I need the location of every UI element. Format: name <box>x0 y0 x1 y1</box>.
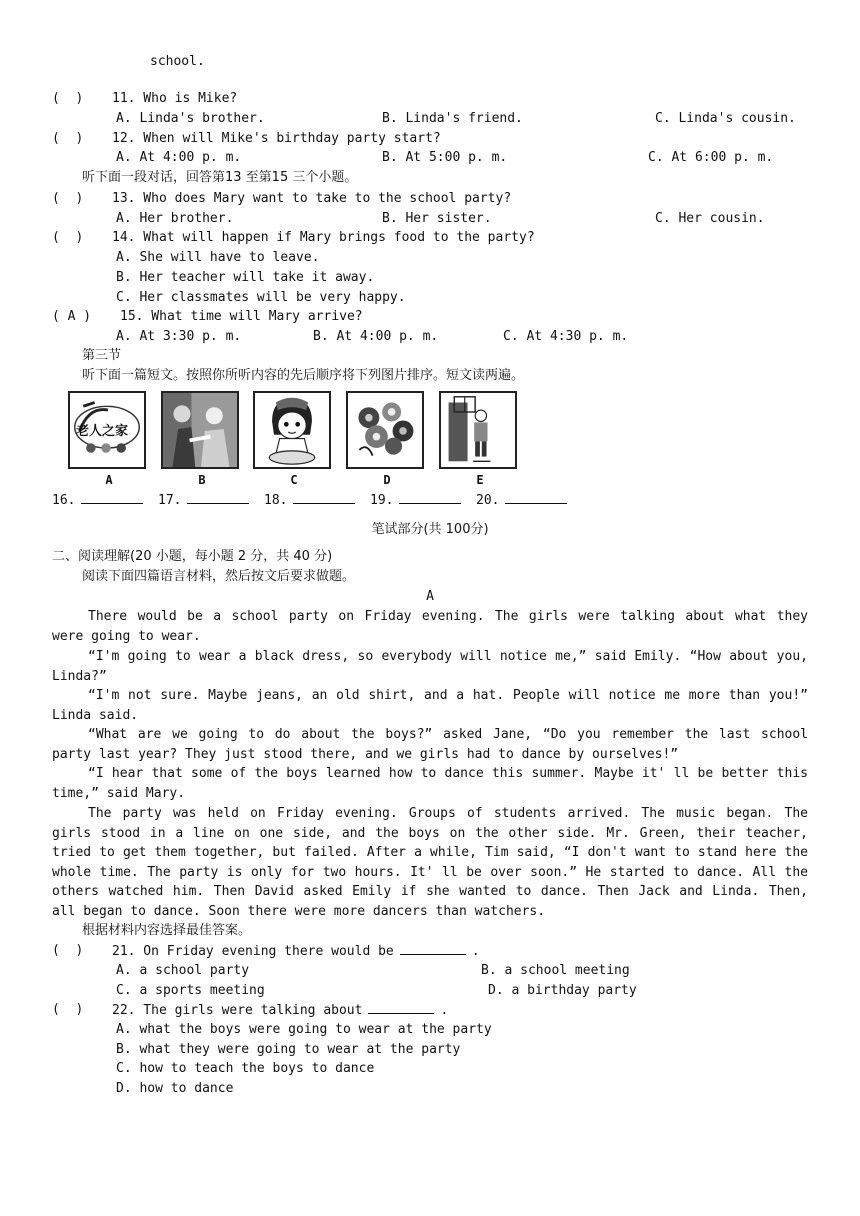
answer-blank-18[interactable]: 18. <box>264 491 355 510</box>
q11-question: 11. Who is Mike? <box>112 91 238 106</box>
q15-option-b: B. At 4:00 p. m. <box>313 329 439 344</box>
q21-option-a: A. a school party <box>116 963 250 978</box>
girl-cartoon-icon <box>255 393 329 467</box>
q21-option-c: C. a sports meeting <box>116 983 265 998</box>
q15-option-c: C. At 4:30 p. m. <box>503 329 629 344</box>
instruction-13-15: 听下面一段对话，回答第13 至第15 三个小题。 <box>82 170 358 185</box>
q21-blank[interactable] <box>400 942 466 955</box>
q12-paren: ( ) <box>52 131 84 146</box>
part-2-title: 二、阅读理解(20 小题，每小题 2 分，共 40 分) <box>52 549 333 564</box>
answer-blank-16[interactable]: 16. <box>52 491 143 510</box>
picture-b-helping-elderly <box>161 391 239 469</box>
q14-question: 14. What will happen if Mary brings food to the party? <box>112 230 535 245</box>
choose-instruction: 根据材料内容选择最佳答案。 <box>82 923 252 938</box>
part-2-instruction: 阅读下面四篇语言材料，然后按文后要求做题。 <box>82 569 356 584</box>
q22-option-d: D. how to dance <box>116 1081 234 1096</box>
q21-question: 21. On Friday evening there would be . <box>112 944 480 959</box>
answer-blank-20[interactable]: 20. <box>476 491 567 510</box>
passage-paragraph-6: The party was held on Friday evening. Groups of students arrived. The music began. The girls stood in a line on one side, and the boys on the other side. Mr. Green, their teacher, tried to get them together, but failed. After a while, Tim said, “I don't want to stand here the whole time. The party is only for two hours. It' ll be over soon.” He started to dance. All the others watched him. Then David asked Emily if she wanted to dance. Then Jack and Linda. Then, all began to dance. Soon there were more dancers than watchers. <box>52 806 808 919</box>
q14-option-b: B. Her teacher will take it away. <box>116 270 375 285</box>
picture-c-girl-washing <box>253 391 331 469</box>
q22-option-b: B. what they were going to wear at the party <box>116 1042 461 1057</box>
picture-label-a: A <box>105 473 113 487</box>
q11-option-c: C. Linda's cousin. <box>655 111 796 126</box>
q22-paren: ( ) <box>52 1002 84 1017</box>
continued-line: school. <box>150 54 205 69</box>
q13-paren: ( ) <box>52 191 84 206</box>
q13-option-b: B. Her sister. <box>382 211 492 226</box>
picture-e-boy-at-window <box>439 391 517 469</box>
q13-option-c: C. Her cousin. <box>655 211 765 226</box>
q15-question: 15. What time will Mary arrive? <box>120 309 363 324</box>
picture-label-b: B <box>198 473 206 487</box>
q21-option-d: D. a birthday party <box>488 983 637 998</box>
passage-paragraph-5: “I hear that some of the boys learned how to dance this summer. Maybe it' ll be better this time,” said Mary. <box>52 766 808 801</box>
q12-option-a: A. At 4:00 p. m. <box>116 150 242 165</box>
q22-blank[interactable] <box>368 1001 434 1014</box>
picture-d-flowers <box>346 391 424 469</box>
q14-option-c: C. Her classmates will be very happy. <box>116 290 406 305</box>
picture-label-c: C <box>290 473 298 487</box>
q14-option-a: A. She will have to leave. <box>116 250 320 265</box>
written-part-title: 笔试部分(共 100分) <box>371 522 489 537</box>
q15-option-a: A. At 3:30 p. m. <box>116 329 242 344</box>
passage-paragraph-1: There would be a school party on Friday evening. The girls were talking about what they were going to wear. <box>52 609 808 644</box>
q21-option-b: B. a school meeting <box>481 963 630 978</box>
q15-paren: ( A ) <box>52 309 92 324</box>
section-3-instruction: 听下面一篇短文。按照你所听内容的先后顺序将下列图片排序。短文读两遍。 <box>82 368 525 383</box>
answer-blank-19[interactable]: 19. <box>370 491 461 510</box>
people-photo-icon <box>163 393 237 467</box>
q12-option-c: C. At 6:00 p. m. <box>648 150 774 165</box>
q22-question: 22. The girls were talking about . <box>112 1003 449 1018</box>
answer-blank-17[interactable]: 17. <box>158 491 249 510</box>
logo-text: 老人之家 <box>76 424 129 439</box>
q12-option-b: B. At 5:00 p. m. <box>382 150 508 165</box>
passage-letter: A <box>426 589 434 604</box>
passage-paragraph-3: “I'm not sure. Maybe jeans, an old shirt, and a hat. People will notice me more than you!” Linda said. <box>52 688 808 723</box>
picture-label-e: E <box>476 473 484 487</box>
flowers-icon <box>348 393 422 467</box>
q21-paren: ( ) <box>52 943 84 958</box>
q11-option-b: B. Linda's friend. <box>382 111 523 126</box>
q13-question: 13. Who does Mary want to take to the school party? <box>112 191 512 206</box>
passage-paragraph-2: “I'm going to wear a black dress, so everybody will notice me,” said Emily. “How about you, Linda?” <box>52 649 808 684</box>
q12-question: 12. When will Mike's birthday party start? <box>112 131 441 146</box>
q14-paren: ( ) <box>52 230 84 245</box>
q13-option-a: A. Her brother. <box>116 211 234 226</box>
q22-option-a: A. what the boys were going to wear at the party <box>116 1022 492 1037</box>
q22-option-c: C. how to teach the boys to dance <box>116 1061 375 1076</box>
boy-window-icon <box>441 393 515 467</box>
picture-a-elderly-home-logo <box>68 391 146 469</box>
section-3-heading: 第三节 <box>82 348 122 363</box>
passage-paragraph-4: “What are we going to do about the boys?” asked Jane, “Do you remember the last school party last year? They just stood there, and we girls had to dance by ourselves!” <box>52 727 808 762</box>
picture-label-d: D <box>383 473 391 487</box>
q11-paren: ( ) <box>52 91 84 106</box>
q11-option-a: A. Linda's brother. <box>116 111 265 126</box>
